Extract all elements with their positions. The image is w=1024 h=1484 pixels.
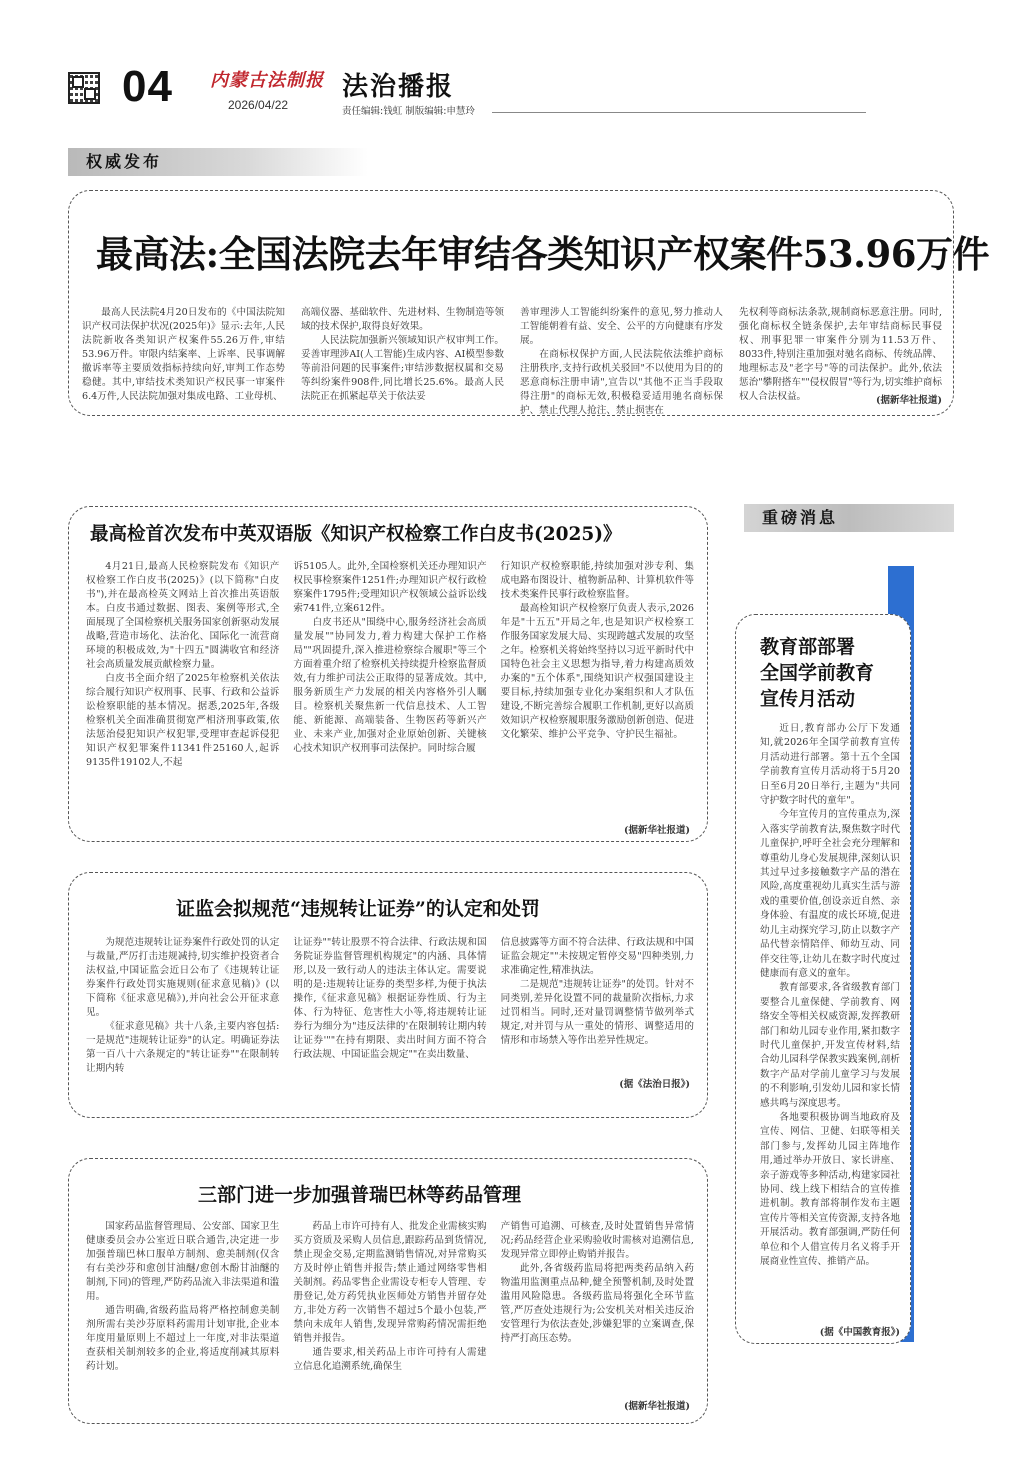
publication-date: 2026/04/22 (228, 98, 289, 112)
article-column: 为规范违规转让证券案件行政处罚的认定与裁量,严厉打击违规减持,切实维护投资者合法权益,中国证监会近日公布了《违规转让证券案件行政处罚实施规则(征求意见稿)》(以下简称《征求意见稿》),并向社会公开征求意见。 《征求意见稿》共十八条,主要内容包括:一是规范"违规转让证券"的认定。明确证券法第一百八十六条规定的"转让证券""在限制转让期内转 (86, 937, 280, 1074)
article-column: 诉5105人。此外,全国检察机关还办理知识产权民事检察案件1251件;办理知识产权行政检察案件1795件;受理知识产权领域公益诉讼线索741件,立案612件。 白皮书还从"围绕中心,服务经济社会高质量发展""协同发力,着力构建大保护工作格局""巩固提升,深入推进检察综合履职"等三个方面着重介绍了检察机关持续提升检察监督质效,有力维护司法公正取得的显著成效。其中,服务新质生产力发展的相关内容格外引人瞩目。检察机关聚焦新一代信息技术、人工智能、新能源、高端装备、生物医药等新兴产业、未来产业,加强对企业原始创新、关键核心技术知识产权刑事司法保护。同时综合履 (293, 561, 487, 754)
article-body (82, 306, 942, 416)
sidebar-body: 近日,教育部办公厅下发通知,就2026年全国学前教育宣传月活动进行部署。第十五个全国学前教育宣传月活动将于5月20日至6月20日举行,主题为"共同守护数字时代的童年"。 今年宣传月的宣传重点为,深入落实学前教育法,聚焦数字时代儿童保护,呼吁全社会充分理解和尊重幼儿身心发展规律,深刻认识其过早过多接触数字产品的潜在风险,高度重视幼儿真实生活与游戏的重要价值,创设亲近自然、亲身体验、有温度的成长环境,促进幼儿主动探究学习,防止以数字产品代替亲情陪伴、师幼互动、同伴交往等,让幼儿在数字时代度过健康而有意义的童年。 教育部要求,各省级教育部门要整合儿童保健、学前教育、网络安全等相关权威资源,发挥教研部门和幼儿园专业作用,紧扣数字时代儿童保护,开发宣传材料,结合幼儿园科学保教实践案例,剖析数字产品对学前儿童学习与发展的不利影响,引发幼儿园和家长情感共鸣与深度思考。 各地要积极协调当地政府及宣传、网信、卫健、妇联等相关部门参与,发挥幼儿园主阵地作用,通过举办开放日、家长讲座、亲子游戏等多种活动,构建家园社协同、线上线下相结合的宣传推进机制。教育部将制作发布主题宣传片等相关宣传资源,支持各地开展活动。教育部强调,严防任何单位和个人借宣传月名义将手开展商业性宣传、推销产品。 (760, 723, 900, 1268)
article-column: 4月21日,最高人民检察院发布《知识产权检察工作白皮书(2025)》(以下简称"白皮书"),并在最高检英文网站上首次推出英语版本。白皮书通过数据、图表、案例等形式,全面展现了全国检察机关服务国家创新驱动发展战略,营造市场化、法治化、国际化一流营商环境的积极成效,为"十四五"圆满收官和经济社会高质量发展贡献检察力量。 白皮书全面介绍了2025年检察机关依法综合履行知识产权刑事、民事、行政和公益诉讼检察职能的基本情况。据悉,2025年,各级检察机关全面准确贯彻宽严相济刑事政策,依法惩治侵犯知识产权犯罪,受理审查起诉侵犯知识产权犯罪案件11341件25160人,起诉9135件19102人,不起 (86, 561, 280, 768)
article-body (86, 1220, 694, 1400)
sidebar-credit: (据《中国教育报》) (819, 1327, 900, 1338)
section-title: 法治播报 (342, 72, 455, 102)
article-credit: (据《法治日报》) (619, 1079, 690, 1090)
article-credit: (据新华社报道) (624, 825, 690, 836)
article-column: 善审理涉人工智能纠纷案件的意见,努力推动人工智能朝着有益、安全、公平的方向健康有序发展。 在商标权保护方面,人民法院依法维护商标注册秩序,支持行政机关驳回"不以使用为目的的恶意商标注册申请",宣告以"其他不正当手段取得注册"的商标无效,积极稳妥适用驰名商标保护、禁止代理人抢注、禁止损害在 (520, 307, 723, 416)
sidebar-headline: 教育部部署 全国学前教育 宣传月活动 (760, 636, 875, 710)
article-column: 产销售可追溯、可核查,及时处置销售异常情况;药品经营企业采购验收时需核对追溯信息,发现异常立即停止购销并报告。 此外,各省级药监局将把两类药品纳入药物滥用监测重点品种,健全预警机制,及时处置滥用风险隐患。各级药监局将强化全环节监管,严厉查处违规行为;公安机关对相关违反治安管理行为依法查处,涉嫌犯罪的立案调查,保持严打高压态势。 (500, 1221, 694, 1344)
article-headline: 最高法:全国法院去年审结各类知识产权案件53.96万件 (96, 232, 990, 276)
article-column: 国家药品监督管理局、公安部、国家卫生健康委员会办公室近日联合通告,决定进一步加强普瑞巴林口服单方制剂、愈美制剂(仅含有右美沙芬和愈创甘油醚/愈创木酚甘油醚的制剂,下同)的管理,严防药品流入非法渠道和滥用。 通告明确,省级药监局将严格控制愈美制剂所需右美沙芬原料药需用计划审批,企业本年度用量原则上不超过上一年度,对非法渠道查获相关制剂较多的企业,将适度削减其原料药计划。 (86, 1221, 280, 1372)
article-headline: 最高检首次发布中英双语版《知识产权检察工作白皮书(2025)》 (90, 524, 622, 545)
article-column: 药品上市许可持有人、批发企业需核实购买方资质及采购人员信息,跟踪药品到货情况,禁止现金交易,定期监测销售情况,对异常购买方及时停止销售并报告;禁止通过网络零售相关制剂。药品零售企业需设专柜专人管理、专册登记,处方药凭执业医师处方销售并留存处方,非处方药一次销售不超过5个最小包装,严禁向未成年人销售,发现异常购药情况需拒绝销售并报告。 通告要求,相关药品上市许可持有人需建立信息化追溯系统,确保生 (293, 1221, 487, 1372)
page-number: 04 (122, 62, 173, 111)
article-headline: 三部门进一步加强普瑞巴林等药品管理 (198, 1184, 522, 1206)
article-column: 先权利等商标法条款,规制商标恶意注册。同时,强化商标权全链条保护,去年审结商标民事侵权、刑事犯罪一审案件分别为11.53万件、8033件,特别注重加强对驰名商标、传统品牌、地理标志及"老字号"等的司法保护。此外,依法惩治"攀附搭车""侵权假冒"等行为,切实维护商标权人合法权益。 (739, 307, 942, 402)
article-body (86, 560, 694, 820)
article-column: 信息披露等方面不符合法律、行政法规和中国证监会规定""未按规定暂停交易"四种类别,力求准确定性,精准执法。 二是规范"违规转让证券"的处罚。针对不同类别,差异化设置不同的裁量阶次指标,力求过罚相当。同时,还对量罚调整情节做列举式规定,对并罚与从一重处的情形、调整适用的情形和市场禁入等作出差异性规定。 (500, 937, 694, 1046)
article-column: 高端仪器、基础软件、先进材料、生物制造等领域的技术保护,取得良好效果。 人民法院加强新兴领域知识产权审判工作。妥善审理涉AI(人工智能)生成内容、AI模型参数等前沿问题的民事案件;审结涉数据权属和交易等纠纷案件908件,同比增长25.6%。最高人民法院正在抓紧起草关于依法妥 (301, 307, 504, 402)
editor-credits: 责任编辑:钱虹 制版编辑:申慧玲 (342, 106, 475, 117)
article-body (86, 936, 694, 1096)
newspaper-logo: 内蒙古法制报 (210, 70, 324, 91)
section-tag-important: 重磅消息 (744, 504, 954, 532)
article-credit: (据新华社报道) (624, 1401, 690, 1412)
section-tag-authority: 权威发布 (68, 148, 368, 176)
article-column: 让证券""转让股票不符合法律、行政法规和国务院证券监督管理机构规定"的内涵、具体情形,以及一致行动人的违法主体认定。需要说明的是:违规转让证券的类型多样,为便于执法操作,《征求意见稿》根据证券性质、行为主体、行为特征、危害性大小等,将违规转让证券行为细分为"违反法律的'在限制转让期内转让证券'""在持有期限、卖出时间方面不符合行政法规、中国证监会规定""在卖出数量、 (293, 937, 487, 1060)
header-divider (492, 112, 866, 113)
article-credit: (据新华社报道) (876, 395, 942, 406)
article-column: 最高人民法院4月20日发布的《中国法院知识产权司法保护状况(2025年)》显示:去年,人民法院新收各类知识产权案件55.26万件,审结53.96万件。审限内结案率、上诉率、民事调解撤诉率等主要质效指标持续向好,审判工作态势稳健。其中,审结技术类知识产权民事一审案件6.4万件,人民法院加强对集成电路、工业母机、 (82, 307, 285, 402)
qr-code (68, 72, 100, 104)
article-headline: 证监会拟规范“违规转让证券”的认定和处罚 (176, 898, 540, 920)
article-column: 行知识产权检察职能,持续加强对涉专利、集成电路布图设计、植物新品种、计算机软件等技术类案件民事行政检察监督。 最高检知识产权检察厅负责人表示,2026年是"十五五"开局之年,也是知识产权检察工作服务国家发展大局、实现跨越式发展的攻坚之年。检察机关将始终坚持以习近平新时代中国特色社会主义思想为指导,着力构建高质效办案的"五个体系",围绕知识产权强国建设主要目标,持续加强专业化办案组织和人才队伍建设,不断完善综合履职工作机制,更好以高质效知识产权检察履职服务激励创新创造、促进文化繁荣、维护公平竞争、守护民生福祉。 (500, 561, 694, 740)
